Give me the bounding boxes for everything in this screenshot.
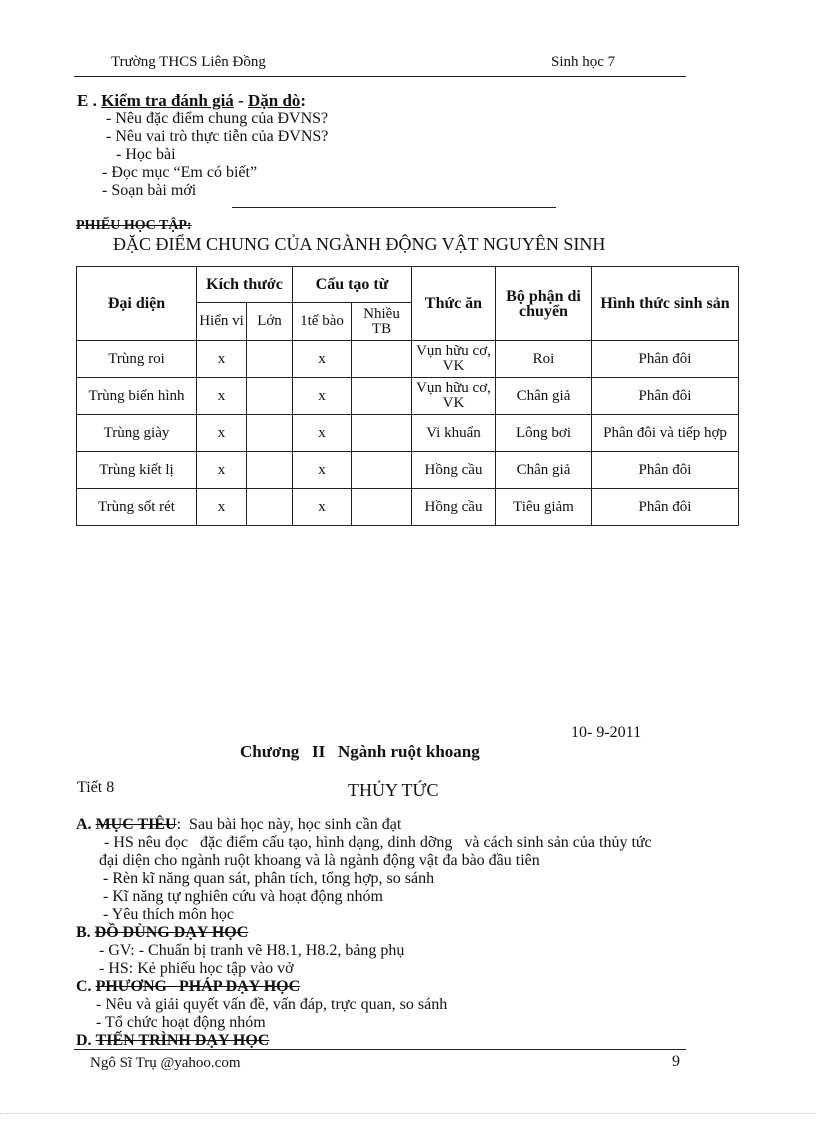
cell-food: Hồng cầu xyxy=(412,489,496,526)
cell-one: x xyxy=(293,415,352,452)
cell-food: Vụn hữu cơ, VK xyxy=(412,378,496,415)
table-row xyxy=(77,489,739,526)
table-row xyxy=(77,378,739,415)
worksheet-table xyxy=(76,266,739,526)
cell-micro: x xyxy=(197,452,247,489)
col-header-reproduction: Hình thức sinh sản xyxy=(592,267,739,341)
page-edge xyxy=(0,1113,816,1114)
footer-author: Ngô Sĩ Trụ @yahoo.com xyxy=(90,1055,241,1071)
cell-name: Trùng roi xyxy=(77,341,197,378)
cell-move: Chân giả xyxy=(496,452,592,489)
cell-many xyxy=(352,489,412,526)
cell-one: x xyxy=(293,452,352,489)
cell-food: Hồng cầu xyxy=(412,452,496,489)
section-a-line: - Yêu thích môn học xyxy=(103,906,234,923)
cell-repro: Phân đôi và tiếp hợp xyxy=(592,415,739,452)
section-a-line: - HS nêu đọc đặc điểm cấu tạo, hình dạng, dinh dỡng và cách sinh sản của thủy tức xyxy=(104,834,652,851)
section-e-item: - Học bài xyxy=(116,146,176,163)
page-number: 9 xyxy=(672,1053,680,1070)
col-header-size: Kích thước xyxy=(197,267,293,303)
col-header-struct-one: 1tế bào xyxy=(293,303,352,341)
cell-one: x xyxy=(293,378,352,415)
table-row xyxy=(77,452,739,489)
section-a-line: - Rèn kĩ năng quan sát, phân tích, tổng hợp, so sánh xyxy=(103,870,435,887)
lesson-date: 10- 9-2011 xyxy=(571,724,642,741)
section-c-line: - Nêu và giải quyết vấn đề, vấn đáp, trực quan, so sánh xyxy=(96,996,448,1013)
cell-name: Trùng sốt rét xyxy=(77,489,197,526)
section-c-line: - Tổ chức hoạt động nhóm xyxy=(96,1014,266,1031)
cell-move: Roi xyxy=(496,341,592,378)
cell-large xyxy=(247,452,293,489)
chapter-title: Chương II Ngành ruột khoang xyxy=(240,742,480,761)
col-header-structure: Cấu tạo từ xyxy=(293,267,412,303)
cell-micro: x xyxy=(197,341,247,378)
section-b-line: - HS: Kẻ phiếu học tập vào vở xyxy=(99,960,294,977)
col-header-size-micro: Hiển vi xyxy=(197,303,247,341)
cell-one: x xyxy=(293,489,352,526)
section-divider xyxy=(232,207,556,208)
worksheet-label: PHIẾU HỌC TẬP: xyxy=(76,218,192,233)
cell-repro: Phân đôi xyxy=(592,341,739,378)
section-e-item: - Đọc mục “Em có biết” xyxy=(102,164,258,181)
cell-name: Trùng kiết lị xyxy=(77,452,197,489)
cell-micro: x xyxy=(197,378,247,415)
col-header-representative: Đại diện xyxy=(77,267,197,341)
cell-many xyxy=(352,415,412,452)
footer-rule xyxy=(74,1049,686,1050)
table-row xyxy=(77,415,739,452)
cell-many xyxy=(352,341,412,378)
cell-name: Trùng biến hình xyxy=(77,378,197,415)
cell-micro: x xyxy=(197,415,247,452)
cell-large xyxy=(247,341,293,378)
section-e-item: - Nêu vai trò thực tiễn của ĐVNS? xyxy=(106,128,329,145)
col-header-struct-many: Nhiều TB xyxy=(352,303,412,341)
cell-repro: Phân đôi xyxy=(592,452,739,489)
cell-many xyxy=(352,452,412,489)
lesson-period: Tiết 8 xyxy=(77,779,115,796)
section-b-line: - GV: - Chuẩn bị tranh vẽ H8.1, H8.2, bảng phụ xyxy=(99,942,405,959)
cell-name: Trùng giày xyxy=(77,415,197,452)
col-header-locomotion: Bộ phận di chuyển xyxy=(496,267,592,341)
section-e-item: - Soạn bài mới xyxy=(102,182,197,199)
section-a-heading: A. MỤC TIÊU: Sau bài học này, học sinh cần đạt xyxy=(76,816,402,833)
header-rule xyxy=(74,76,686,77)
table-row xyxy=(77,341,739,378)
col-header-food: Thức ăn xyxy=(412,267,496,341)
cell-one: x xyxy=(293,341,352,378)
cell-move: Lông bơi xyxy=(496,415,592,452)
section-d-heading: D. TIẾN TRÌNH DẠY HỌC xyxy=(76,1032,270,1049)
section-e-item: - Nêu đặc điểm chung của ĐVNS? xyxy=(106,110,329,127)
header-school: Trường THCS Liên Đồng xyxy=(111,54,266,70)
cell-large xyxy=(247,489,293,526)
cell-micro: x xyxy=(197,489,247,526)
section-c-heading: C. PHƯƠNG PHÁP DẠY HỌC xyxy=(76,978,301,995)
col-header-size-large: Lớn xyxy=(247,303,293,341)
lesson-title: THỦY TỨC xyxy=(348,780,439,800)
cell-food: Vụn hữu cơ, VK xyxy=(412,341,496,378)
section-a-line: đại diện cho ngành ruột khoang và là ngành động vật đa bào đầu tiên xyxy=(99,852,540,869)
cell-repro: Phân đôi xyxy=(592,378,739,415)
cell-many xyxy=(352,378,412,415)
cell-large xyxy=(247,378,293,415)
header-subject: Sinh học 7 xyxy=(551,54,616,70)
section-a-line: - Kĩ năng tự nghiên cứu và hoạt động nhóm xyxy=(103,888,383,905)
section-e-title: E . Kiểm tra đánh giá - Dặn dò: xyxy=(77,91,307,110)
cell-move: Tiêu giảm xyxy=(496,489,592,526)
cell-repro: Phân đôi xyxy=(592,489,739,526)
cell-food: Vi khuẩn xyxy=(412,415,496,452)
cell-move: Chân giả xyxy=(496,378,592,415)
worksheet-title: ĐẶC ĐIỂM CHUNG CỦA NGÀNH ĐỘNG VẬT NGUYÊN SINH xyxy=(113,234,606,254)
cell-large xyxy=(247,415,293,452)
section-b-heading: B. ĐỒ DÙNG DẠY HỌC xyxy=(76,924,249,941)
